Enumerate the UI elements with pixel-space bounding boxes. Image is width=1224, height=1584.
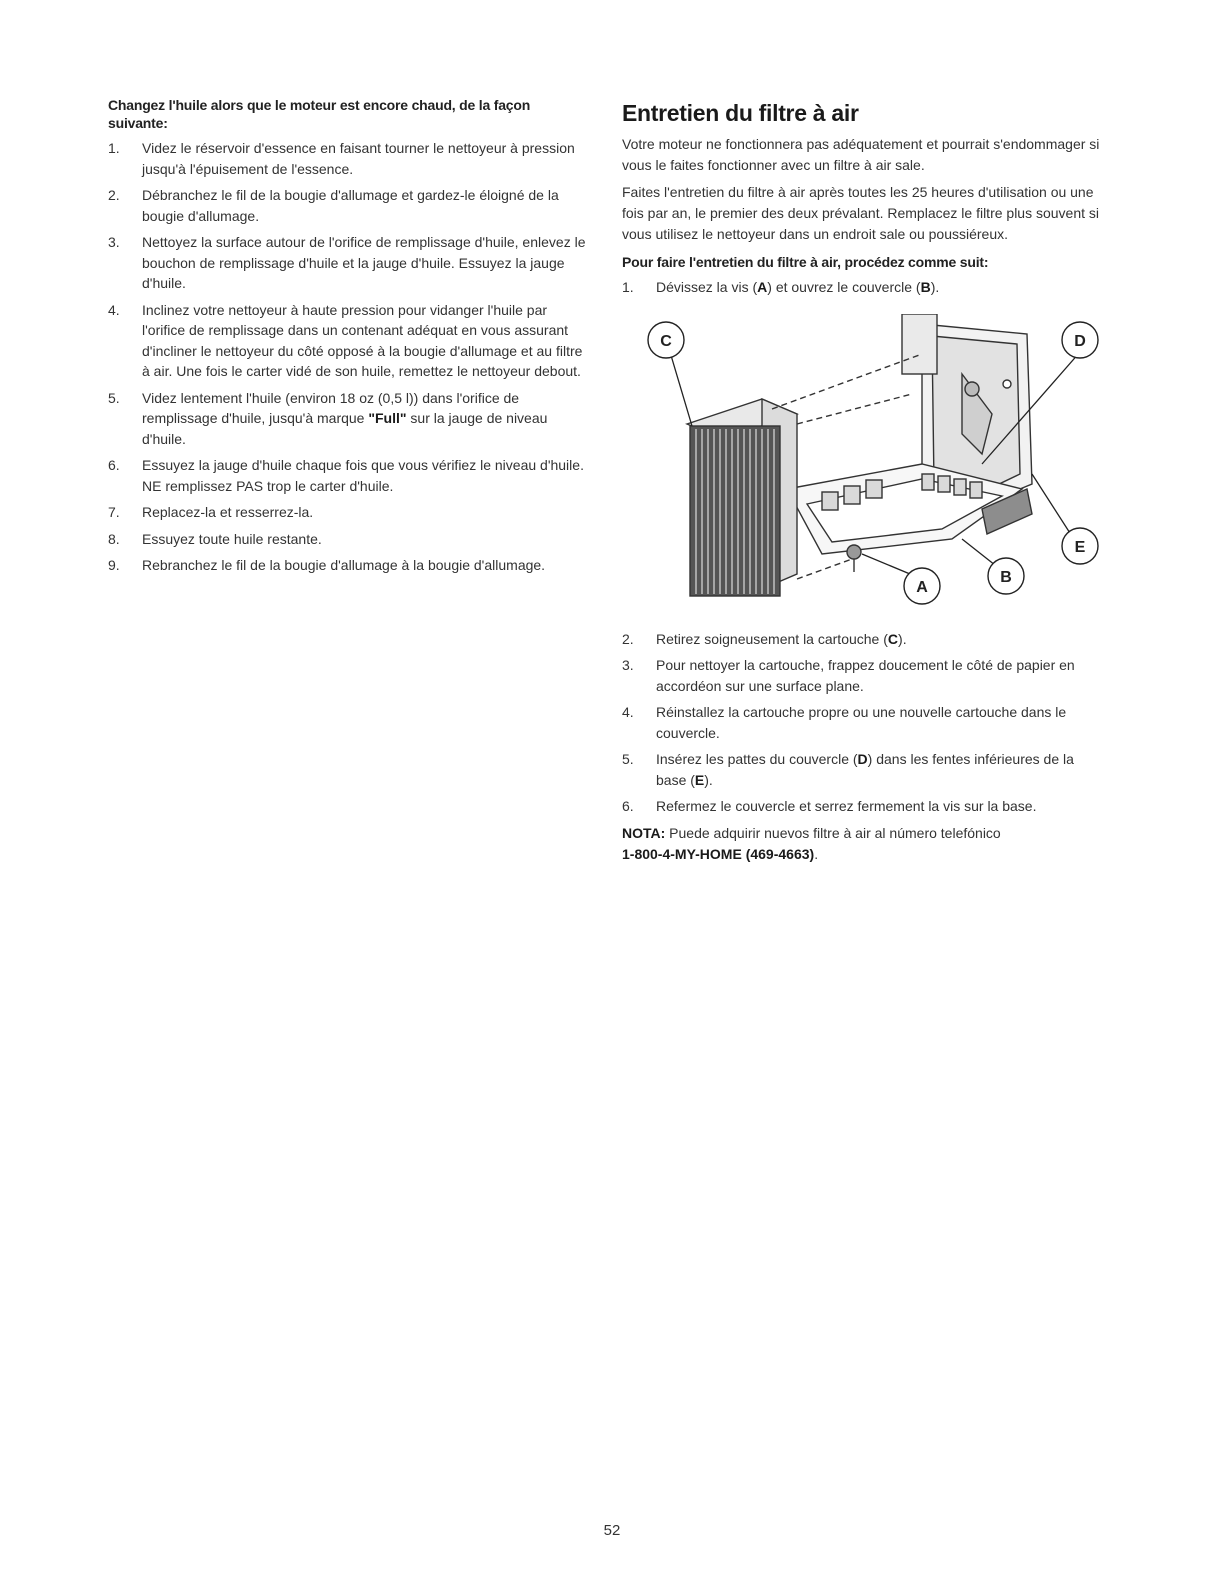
list-item: 3. Nettoyez la surface autour de l'orifice de remplissage d'huile, enlevez le bouchon de remplissage d'huile et la jauge d'huile. Essuyez la jauge d'huile.: [108, 234, 586, 291]
air-filter-diagram: [622, 314, 1108, 614]
list-item: 2. Débranchez le fil de la bougie d'allumage et gardez-le éloigné de la bougie d'allumage.: [108, 187, 559, 224]
list-item: 2. Retirez soigneusement la cartouche (C).: [622, 630, 907, 647]
list-item: 4. Inclinez votre nettoyeur à haute pression pour vidanger l'huile par l'orifice de remplissage dans un contenant adéquat en vous assurant d'incliner le nettoyeur du côté opposé à la bougie d'allumage et au filtre à air. Une fois le carter vidé de son huile, remettez le nettoyeur debout.: [108, 301, 583, 379]
section-title: Entretien du filtre à air: [622, 100, 859, 126]
list-item: 8. Essuyez toute huile restante.: [108, 530, 322, 547]
list-item: 9. Rebranchez le fil de la bougie d'allumage à la bougie d'allumage.: [108, 557, 546, 573]
list-item: 3. Pour nettoyer la cartouche, frappez doucement le côté de papier en accordéon sur une surface plane.: [622, 657, 1075, 694]
note-paragraph: NOTA: Puede adquirir nuevos filtre à air al número telefónico 1-800-4-MY-HOME (469-4663).: [622, 824, 1001, 862]
right-column: [622, 96, 1108, 865]
procedure-steps: [622, 629, 1108, 817]
figure-label-c: C: [660, 332, 672, 350]
list-item: 6. Refermez le couvercle et serrez fermement la vis sur la base.: [622, 798, 1037, 814]
phone-number: 1-800-4-MY-HOME (469-4663): [622, 845, 815, 862]
list-item: 1. Videz le réservoir d'essence en faisant tourner le nettoyeur à pression jusqu'à l'épuisement de l'essence.: [108, 140, 575, 177]
page-number: 52: [603, 1522, 621, 1539]
oil-change-heading: Changez l'huile alors que le moteur est encore chaud, de la façon suivante:: [108, 97, 531, 131]
procedure-step-1: [622, 277, 1108, 298]
list-item: 7. Replacez-la et resserrez-la.: [108, 504, 314, 520]
list-item: 4. Réinstallez la cartouche propre ou une nouvelle cartouche dans le couvercle.: [622, 704, 1067, 741]
figure-label-e: E: [1074, 538, 1086, 556]
intro-paragraph: Votre moteur ne fonctionnera pas adéquatement et pourrait s'endommager si vous le faites fonctionner avec un filtre à air sale.: [622, 136, 1100, 173]
figure-label-a: A: [916, 578, 928, 596]
list-item: 1. Dévissez la vis (A) et ouvrez le couvercle (B).: [622, 279, 940, 295]
list-item: 6. Essuyez la jauge d'huile chaque fois que vous vérifiez le niveau d'huile. NE remplissez PAS trop le carter d'huile.: [108, 457, 584, 494]
maintenance-paragraph: Faites l'entretien du filtre à air après toutes les 25 heures d'utilisation ou une fois par an, le premier des deux prévalant. Remplacez le filtre plus souvent si vous utilisez le nettoyeur dans un endroit sale ou poussiéreux.: [622, 184, 1100, 242]
oil-change-steps: [108, 138, 592, 576]
note-label: NOTA:: [622, 824, 666, 841]
list-item: 5. Videz lentement l'huile (environ 18 oz (0,5 l)) dans l'orifice de remplissage d'huile, jusqu'à marque "Full" sur la jauge de niveau d'huile.: [108, 389, 548, 447]
figure-label-b: B: [1000, 568, 1012, 586]
list-item: 5. Insérez les pattes du couvercle (D) dans les fentes inférieures de la base (E).: [622, 751, 1074, 788]
procedure-heading: Pour faire l'entretien du filtre à air, procédez comme suit:: [622, 254, 989, 270]
figure-label-d: D: [1074, 332, 1086, 350]
left-column: [108, 96, 592, 582]
